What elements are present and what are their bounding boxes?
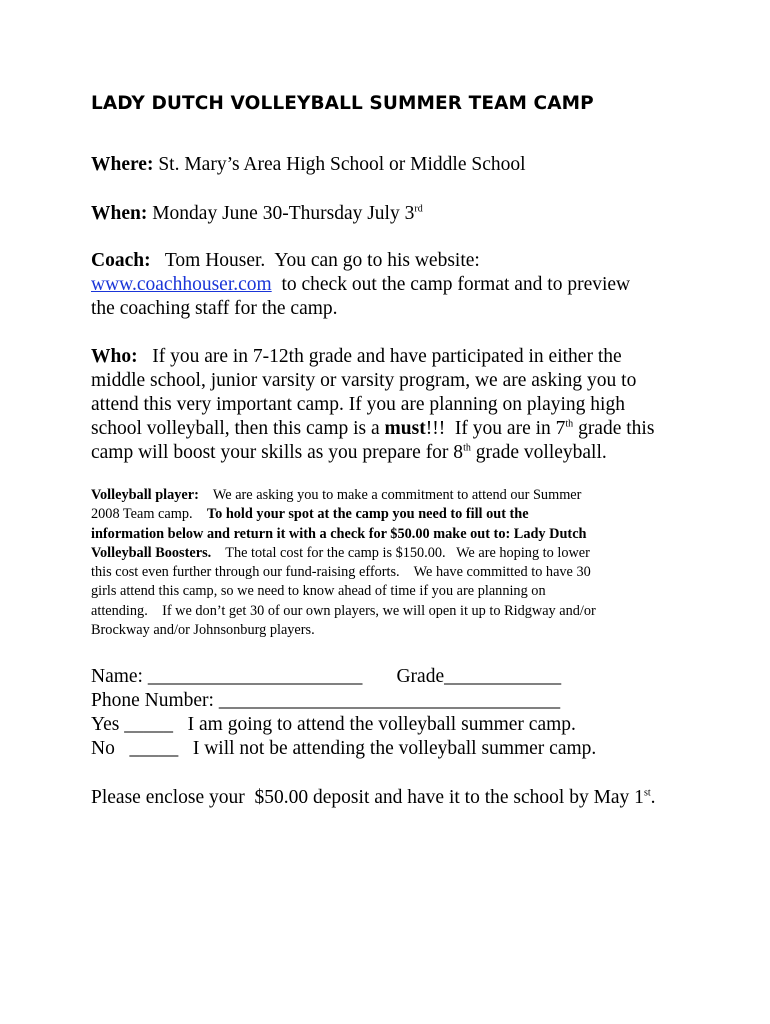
who-line-4b: !!! If you are in 7 (425, 418, 566, 439)
player-line-2b: To hold your spot at the camp you need to fill out the (206, 506, 529, 523)
coach-text-1: Tom Houser. You can go to his website: (150, 250, 480, 271)
who-line-2: middle school, junior varsity or varsity program, we are asking you to (91, 370, 637, 391)
player-line-7: attending. If we don’t get 30 of our own players, we will open it up to Ridgway and/or (91, 602, 596, 619)
where-label: Where: (91, 154, 154, 175)
when-text: Monday June 30-Thursday July 3 (147, 203, 415, 224)
coach-text-2: to check out the camp format and to preview (271, 274, 631, 295)
who-must: must (384, 418, 426, 439)
who-line-4c: grade this (573, 418, 655, 439)
where-text: St. Mary’s Area High School or Middle School (153, 154, 526, 175)
player-line-3: information below and return it with a check for $50.00 make out to: Lady Dutch (91, 525, 587, 542)
player-line-5: this cost even further through our fund-raising efforts. We have committed to have 30 (91, 564, 591, 581)
yes-attend-option[interactable]: Yes _____ I am going to attend the volleyball summer camp. (91, 714, 576, 735)
player-line-2a: 2008 Team camp. (91, 506, 207, 523)
coach-website-link[interactable]: www.coachhouser.com (91, 274, 272, 295)
player-line-6: girls attend this camp, so we need to know ahead of time if you are planning on (91, 583, 546, 600)
coach-text-3: the coaching staff for the camp. (91, 298, 338, 319)
signup-form (91, 665, 691, 761)
who-sup-1: th (565, 418, 574, 430)
player-line-8: Brockway and/or Johnsonburg players. (91, 622, 315, 639)
player-line-4a: Volleyball Boosters. (91, 544, 212, 561)
page-title: LADY DUTCH VOLLEYBALL SUMMER TEAM CAMP (91, 93, 594, 114)
who-line-3: attend this very important camp. If you are planning on playing high (91, 394, 625, 415)
closing-end: . (650, 787, 656, 808)
phone-number-field[interactable]: Phone Number: ___________________________________ (91, 690, 561, 711)
who-paragraph (91, 345, 691, 465)
who-line-5b: grade volleyball. (470, 442, 607, 463)
who-line-1: If you are in 7-12th grade and have participated in either the (137, 346, 622, 367)
who-label: Who: (91, 346, 138, 367)
player-line-1: We are asking you to make a commitment to attend our Summer (198, 487, 582, 503)
who-sup-2: th (463, 442, 471, 454)
who-line-5a: camp will boost your skills as you prepare for 8 (91, 442, 464, 463)
coach-label: Coach: (91, 250, 151, 271)
when-superscript: rd (414, 203, 423, 215)
player-paragraph (91, 486, 686, 640)
name-grade-field[interactable]: Name: ______________________ Grade____________ (91, 666, 562, 687)
who-line-4a: school volleyball, then this camp is a (91, 418, 385, 439)
closing-paragraph (91, 786, 691, 810)
when-paragraph (91, 202, 691, 226)
no-attend-option[interactable]: No _____ I will not be attending the volleyball summer camp. (91, 738, 597, 759)
where-paragraph (91, 153, 691, 177)
closing-superscript: st (643, 787, 651, 799)
player-label: Volleyball player: (91, 487, 199, 503)
coach-paragraph (91, 249, 691, 321)
player-line-4b: The total cost for the camp is $150.00. We are hoping to lower (211, 544, 590, 561)
closing-text: Please enclose your $50.00 deposit and have it to the school by May 1 (91, 787, 644, 808)
when-label: When: (91, 203, 148, 224)
